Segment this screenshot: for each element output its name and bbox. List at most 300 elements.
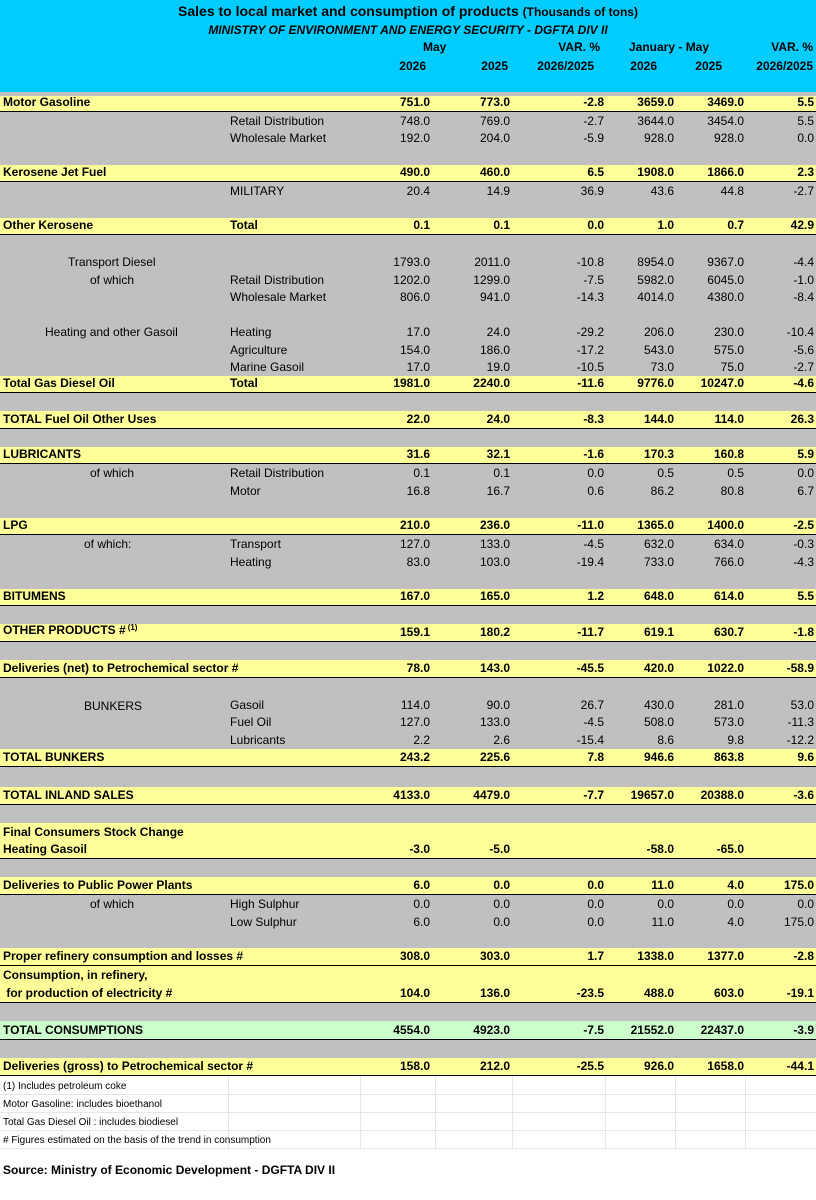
cell-ytd-2025: 4380.0	[707, 290, 744, 304]
row-label: Final Consumers Stock Change	[3, 825, 184, 839]
cell-may-2025: 180.2	[479, 625, 510, 639]
cell-may-2025: 2240.0	[473, 376, 510, 390]
row-label: for production of electricity #	[3, 986, 173, 1000]
cell-may-2025: 19.0	[486, 360, 510, 374]
cell-ytd-var: 5.5	[797, 95, 814, 109]
spacer-row	[0, 767, 816, 787]
cell-ytd-var: -5.6	[793, 343, 814, 357]
row-label-text: OTHER PRODUCTS #	[3, 623, 126, 637]
cell-ytd-2025: 75.0	[720, 360, 744, 374]
cell-may-2025: 0.0	[493, 897, 510, 911]
cell-ytd-var: 26.3	[790, 412, 814, 426]
cell-may-2026: 114.0	[400, 698, 430, 712]
cell-may-2026: 4554.0	[393, 1023, 430, 1037]
cell-may-2026: -3.0	[409, 842, 430, 856]
row-sublabel: Heating	[230, 325, 272, 339]
cell-ytd-2026: 632.0	[643, 537, 674, 551]
cell-may-2026: 243.2	[399, 750, 430, 764]
cell-ytd-2025: 603.0	[713, 986, 744, 1000]
table-row	[0, 447, 816, 464]
cell-ytd-2025: 575.0	[713, 343, 744, 357]
cell-may-var: -25.5	[576, 1059, 604, 1073]
cell-ytd-2025: 863.8	[713, 750, 744, 764]
table-row	[0, 165, 816, 182]
cell-may-2025: 14.9	[486, 184, 510, 198]
cell-ytd-2026: 1338.0	[637, 949, 674, 963]
cell-ytd-2025: 281.0	[713, 698, 744, 712]
cell-may-2025: 24.0	[486, 412, 510, 426]
table-row	[0, 518, 816, 535]
cell-may-var: -29.2	[576, 325, 604, 339]
cell-ytd-2026: 0.5	[657, 466, 674, 480]
table-row	[0, 464, 816, 482]
cell-ytd-2025: 6045.0	[707, 273, 744, 287]
cell-may-var: -5.9	[583, 131, 604, 145]
footnote-marker: (1)	[127, 623, 138, 632]
cell-ytd-2025: 4.0	[727, 915, 744, 929]
cell-may-var: -11.7	[577, 625, 604, 639]
cell-may-2025: 2.6	[493, 733, 510, 747]
table-row	[0, 1021, 816, 1040]
table-row	[0, 966, 816, 984]
cell-ytd-2026: 144.0	[643, 412, 674, 426]
cell-may-var: -1.6	[583, 447, 604, 461]
cell-may-2026: 20.4	[406, 184, 430, 198]
cell-may-2025: 769.0	[479, 114, 510, 128]
row-label: TOTAL BUNKERS	[3, 750, 105, 764]
page-subtitle: MINISTRY OF ENVIRONMENT AND ENERGY SECURITY - DGFTA DIV II	[208, 23, 608, 37]
row-sublabel: Retail Distribution	[230, 273, 325, 287]
title-unit: (Thousands of tons)	[522, 5, 638, 19]
table-row	[0, 895, 816, 913]
cell-may-2025: 0.0	[493, 878, 510, 892]
table-row	[0, 96, 816, 112]
grid-line	[0, 1094, 816, 1095]
cell-may-2025: 32.1	[486, 447, 510, 461]
cell-may-var: 26.7	[580, 698, 604, 712]
table-row	[0, 877, 816, 895]
cell-may-var: -7.5	[583, 273, 604, 287]
row-label: Total Gas Diesel Oil	[3, 376, 115, 390]
cell-may-2025: 4923.0	[473, 1023, 510, 1037]
table-row	[0, 731, 816, 749]
row-sublabel: Motor	[230, 484, 261, 498]
header-month: May	[423, 40, 447, 54]
cell-ytd-2025: 630.7	[713, 625, 744, 639]
cell-may-2026: 4133.0	[393, 788, 430, 802]
cell-ytd-var: -2.8	[793, 949, 814, 963]
cell-may-2026: 806.0	[399, 290, 430, 304]
row-label: Transport Diesel	[68, 255, 156, 269]
cell-ytd-2026: 1.0	[657, 218, 674, 232]
row-label: BUNKERS	[84, 699, 143, 713]
cell-ytd-var: 5.5	[797, 589, 814, 603]
table-row	[0, 411, 816, 429]
cell-ytd-var: -0.3	[793, 537, 814, 551]
row-label: Deliveries (net) to Petrochemical sector #	[3, 661, 239, 675]
cell-ytd-2026: 488.0	[643, 986, 674, 1000]
cell-ytd-var: 0.0	[797, 897, 814, 911]
table-row	[0, 253, 816, 271]
cell-ytd-2026: 73.0	[650, 360, 674, 374]
cell-may-2026: 167.0	[399, 589, 430, 603]
spacer-row	[0, 393, 816, 411]
cell-ytd-2025: 22437.0	[700, 1023, 744, 1037]
cell-may-2025: 133.0	[479, 537, 510, 551]
cell-may-var: -23.5	[576, 986, 604, 1000]
cell-ytd-var: -2.5	[793, 518, 814, 532]
row-sublabel: Low Sulphur	[230, 915, 297, 929]
spacer-row	[0, 147, 816, 165]
cell-may-2025: 1299.0	[473, 273, 510, 287]
cell-may-2025: 103.0	[479, 555, 510, 569]
cell-may-2025: 773.0	[479, 95, 510, 109]
cell-ytd-2025: 1377.0	[707, 949, 744, 963]
header-varyears-2: 2026/2025	[756, 59, 813, 73]
cell-may-2026: 17.0	[406, 325, 430, 339]
cell-ytd-var: 5.5	[797, 114, 814, 128]
cell-may-2026: 751.0	[399, 95, 430, 109]
cell-ytd-2026: 19657.0	[630, 788, 674, 802]
cell-ytd-2025: -65.0	[716, 842, 744, 856]
cell-may-2025: 186.0	[479, 343, 510, 357]
cell-may-2026: 78.0	[406, 661, 430, 675]
table-row	[0, 130, 816, 147]
header-year-1: 2026	[399, 59, 426, 73]
table-row	[0, 324, 816, 341]
cell-may-var: 0.0	[587, 878, 604, 892]
cell-ytd-var: 175.0	[783, 878, 814, 892]
cell-ytd-var: 0.0	[797, 131, 814, 145]
cell-may-var: 0.0	[587, 915, 604, 929]
header-year-4: 2025	[695, 59, 722, 73]
cell-may-2025: 136.0	[479, 986, 510, 1000]
row-label: of which:	[84, 537, 132, 551]
cell-ytd-2025: 114.0	[714, 412, 744, 426]
cell-ytd-2026: 21552.0	[630, 1023, 674, 1037]
cell-may-var: 1.2	[587, 589, 604, 603]
cell-ytd-2025: 1022.0	[707, 661, 744, 675]
footnote-2: Motor Gasoline: includes bioethanol	[3, 1099, 162, 1110]
grid-line	[0, 1148, 816, 1149]
row-sublabel: High Sulphur	[230, 897, 300, 911]
cell-may-var: -45.5	[576, 661, 604, 675]
cell-may-2026: 1981.0	[393, 376, 430, 390]
table-row	[0, 913, 816, 931]
cell-ytd-2025: 573.0	[713, 715, 744, 729]
cell-may-var: 7.8	[587, 750, 604, 764]
cell-may-var: 0.6	[587, 484, 604, 498]
row-label: Heating Gasoil	[3, 842, 88, 856]
cell-may-var: -10.5	[576, 360, 604, 374]
spacer-row	[0, 200, 816, 218]
table-row	[0, 359, 816, 376]
row-label: BITUMENS	[3, 589, 66, 603]
cell-ytd-2025: 80.8	[720, 484, 744, 498]
cell-ytd-var: -8.4	[793, 290, 814, 304]
cell-may-var: 36.9	[580, 184, 604, 198]
cell-may-var: 0.0	[587, 897, 604, 911]
table-row	[0, 749, 816, 767]
spacer-row	[0, 805, 816, 823]
row-sublabel: MILITARY	[230, 184, 285, 198]
cell-ytd-2026: -58.0	[646, 842, 674, 856]
cell-ytd-var: -12.2	[786, 733, 814, 747]
row-label: TOTAL CONSUMPTIONS	[3, 1023, 144, 1037]
table-row	[0, 112, 816, 130]
table-header	[0, 0, 816, 92]
cell-may-2026: 308.0	[399, 949, 430, 963]
cell-may-2026: 192.0	[399, 131, 430, 145]
cell-ytd-2026: 1908.0	[637, 165, 674, 179]
cell-may-2026: 1202.0	[393, 273, 430, 287]
header-varyears-1: 2026/2025	[537, 59, 594, 73]
footnote-3: Total Gas Diesel Oil : includes biodiesel	[3, 1117, 179, 1128]
cell-ytd-2026: 508.0	[643, 715, 674, 729]
cell-ytd-2026: 86.2	[650, 484, 674, 498]
table-row	[0, 841, 816, 859]
row-sublabel: Wholesale Market	[230, 131, 327, 145]
cell-ytd-2026: 1365.0	[637, 518, 674, 532]
cell-may-var: -19.4	[576, 555, 604, 569]
cell-may-2025: 212.0	[479, 1059, 510, 1073]
row-sublabel: Marine Gasoil	[230, 360, 305, 374]
cell-may-2025: 143.0	[479, 661, 510, 675]
cell-ytd-2026: 43.6	[650, 184, 674, 198]
spacer-row	[0, 429, 816, 447]
source-line: Source: Ministry of Economic Development - DGFTA DIV II	[3, 1163, 336, 1177]
cell-may-2026: 6.0	[413, 878, 430, 892]
cell-may-2026: 16.8	[406, 484, 430, 498]
spacer-row	[0, 571, 816, 589]
cell-ytd-2025: 928.0	[713, 131, 744, 145]
cell-ytd-2025: 3454.0	[707, 114, 744, 128]
row-label	[3, 623, 137, 639]
table-row	[0, 289, 816, 306]
cell-may-var: -11.0	[577, 518, 604, 532]
row-sublabel: Total	[230, 218, 258, 232]
cell-may-2026: 158.0	[399, 1059, 430, 1073]
cell-ytd-var: -11.3	[787, 715, 814, 729]
cell-may-var: -8.3	[583, 412, 604, 426]
table-row	[0, 1058, 816, 1076]
cell-may-2026: 2.2	[413, 733, 430, 747]
cell-ytd-2026: 4014.0	[637, 290, 674, 304]
spacer-row	[0, 642, 816, 660]
cell-ytd-2025: 20388.0	[700, 788, 744, 802]
table-row	[0, 823, 816, 841]
cell-may-var: -4.5	[583, 537, 604, 551]
grid-line	[0, 1130, 816, 1131]
row-label: Deliveries (gross) to Petrochemical sector #	[3, 1059, 254, 1073]
spacer-row	[0, 1003, 816, 1021]
row-label: of which	[90, 273, 135, 287]
cell-ytd-2026: 8.6	[657, 733, 674, 747]
cell-ytd-2026: 543.0	[643, 343, 674, 357]
cell-ytd-2025: 1658.0	[707, 1059, 744, 1073]
cell-ytd-var: 0.0	[797, 466, 814, 480]
cell-may-var: -10.8	[576, 255, 604, 269]
cell-may-var: 0.0	[587, 218, 604, 232]
cell-may-var: -2.7	[583, 114, 604, 128]
cell-ytd-var: 5.9	[797, 447, 814, 461]
cell-ytd-2025: 0.5	[727, 466, 744, 480]
row-sublabel: Transport	[230, 537, 281, 551]
cell-ytd-var: -3.6	[793, 788, 814, 802]
cell-may-2025: 225.6	[479, 750, 510, 764]
cell-ytd-var: -2.7	[793, 184, 814, 198]
cell-may-var: -7.7	[583, 788, 604, 802]
row-sublabel: Gasoil	[230, 698, 265, 712]
row-sublabel: Agriculture	[230, 343, 288, 357]
cell-ytd-2026: 430.0	[643, 698, 674, 712]
cell-ytd-2026: 5982.0	[637, 273, 674, 287]
cell-ytd-2026: 619.1	[643, 625, 674, 639]
table-row	[0, 714, 816, 731]
cell-may-var: -17.2	[576, 343, 604, 357]
title-text: Sales to local market and consumption of products	[178, 3, 519, 19]
cell-may-2026: 22.0	[406, 412, 430, 426]
header-year-3: 2026	[630, 59, 657, 73]
cell-may-2025: 941.0	[479, 290, 510, 304]
cell-may-2026: 17.0	[406, 360, 430, 374]
row-label: Other Kerosene	[3, 218, 94, 232]
cell-ytd-var: -4.6	[793, 376, 814, 390]
cell-may-2025: 24.0	[486, 325, 510, 339]
cell-ytd-2026: 926.0	[643, 1059, 674, 1073]
table-row	[0, 271, 816, 289]
cell-may-2026: 0.1	[413, 466, 430, 480]
cell-may-2025: 165.0	[479, 589, 510, 603]
cell-may-2026: 154.0	[399, 343, 430, 357]
cell-ytd-2026: 8954.0	[637, 255, 674, 269]
cell-may-2026: 0.0	[413, 897, 430, 911]
table-row	[0, 696, 816, 714]
cell-ytd-2025: 634.0	[713, 537, 744, 551]
row-label: LPG	[3, 518, 28, 532]
spacer-row	[0, 859, 816, 877]
cell-ytd-2026: 946.6	[643, 750, 674, 764]
cell-ytd-2025: 230.0	[713, 325, 744, 339]
row-sublabel: Heating	[230, 555, 272, 569]
cell-may-var: -14.3	[576, 290, 604, 304]
row-label: Proper refinery consumption and losses #	[3, 949, 244, 963]
row-label: Consumption, in refinery,	[3, 968, 148, 982]
footnote-4: # Figures estimated on the basis of the trend in consumption	[3, 1135, 271, 1146]
cell-may-2026: 104.0	[399, 986, 430, 1000]
cell-ytd-2025: 766.0	[713, 555, 744, 569]
cell-ytd-var: -3.9	[793, 1023, 814, 1037]
cell-ytd-2026: 648.0	[643, 589, 674, 603]
header-var-1: VAR. %	[558, 40, 600, 54]
spacer-row	[0, 931, 816, 948]
spacer-row	[0, 678, 816, 696]
table-row	[0, 948, 816, 966]
cell-ytd-2025: 4.0	[727, 878, 744, 892]
cell-may-2025: 204.0	[479, 131, 510, 145]
spacer-row	[0, 306, 816, 324]
cell-ytd-2026: 11.0	[651, 915, 674, 929]
cell-ytd-2026: 3644.0	[637, 114, 674, 128]
cell-may-2025: 236.0	[479, 518, 510, 532]
cell-may-2025: 0.1	[493, 218, 510, 232]
cell-ytd-2025: 1400.0	[707, 518, 744, 532]
table-row	[0, 589, 816, 606]
cell-may-2026: 748.0	[399, 114, 430, 128]
table-row	[0, 553, 816, 571]
cell-may-2025: 4479.0	[473, 788, 510, 802]
cell-ytd-2025: 3469.0	[707, 95, 744, 109]
cell-ytd-var: -1.8	[793, 625, 814, 639]
cell-may-2025: 90.0	[486, 698, 510, 712]
cell-ytd-var: -4.3	[793, 555, 814, 569]
cell-may-2026: 0.1	[413, 218, 430, 232]
footnote-1: (1) Includes petroleum coke	[3, 1081, 127, 1092]
row-label: LUBRICANTS	[3, 447, 81, 461]
cell-ytd-2025: 44.8	[720, 184, 744, 198]
cell-ytd-var: 9.6	[797, 750, 814, 764]
cell-ytd-2026: 170.3	[643, 447, 674, 461]
cell-may-2026: 159.1	[399, 625, 430, 639]
cell-may-2025: 16.7	[486, 484, 510, 498]
cell-ytd-2025: 0.7	[727, 218, 744, 232]
cell-ytd-2025: 9.8	[727, 733, 744, 747]
grid-line	[0, 1112, 816, 1113]
row-label: TOTAL Fuel Oil Other Uses	[3, 412, 157, 426]
cell-ytd-var: 6.7	[797, 484, 814, 498]
cell-ytd-var: -1.0	[793, 273, 814, 287]
row-label: of which	[90, 466, 135, 480]
row-sublabel: Fuel Oil	[230, 715, 272, 729]
table-row	[0, 218, 816, 235]
cell-may-2026: 6.0	[413, 915, 430, 929]
header-period: January - May	[629, 40, 710, 54]
cell-may-var: 1.7	[587, 949, 604, 963]
row-sublabel: Retail Distribution	[230, 114, 325, 128]
cell-may-2025: 303.0	[479, 949, 510, 963]
cell-ytd-2026: 0.0	[657, 897, 674, 911]
cell-may-2025: 0.1	[493, 466, 510, 480]
cell-may-2025: -5.0	[489, 842, 510, 856]
cell-may-2025: 0.0	[493, 915, 510, 929]
row-label: Kerosene Jet Fuel	[3, 165, 107, 179]
row-sublabel: Retail Distribution	[230, 466, 325, 480]
cell-ytd-var: 42.9	[790, 218, 814, 232]
cell-may-var: 0.0	[587, 466, 604, 480]
cell-may-2026: 1793.0	[393, 255, 430, 269]
cell-may-2026: 31.6	[406, 447, 430, 461]
cell-may-var: -7.5	[583, 1023, 604, 1037]
cell-ytd-var: -19.1	[786, 986, 814, 1000]
table-row	[0, 535, 816, 553]
cell-ytd-2026: 3659.0	[637, 95, 674, 109]
row-label: of which	[90, 897, 135, 911]
cell-may-2026: 490.0	[399, 165, 430, 179]
cell-ytd-var: 53.0	[790, 698, 814, 712]
table-row	[0, 787, 816, 805]
cell-may-var: 6.5	[587, 165, 604, 179]
table-row	[0, 182, 816, 200]
row-label: Heating and other Gasoil	[45, 325, 178, 339]
cell-may-var: -11.6	[577, 376, 604, 390]
row-sublabel: Lubricants	[230, 733, 286, 747]
table-row	[0, 341, 816, 359]
cell-ytd-2025: 9367.0	[707, 255, 744, 269]
cell-ytd-var: -4.4	[793, 255, 814, 269]
cell-may-2025: 460.0	[479, 165, 510, 179]
cell-ytd-2026: 928.0	[643, 131, 674, 145]
cell-ytd-2025: 614.0	[713, 589, 744, 603]
